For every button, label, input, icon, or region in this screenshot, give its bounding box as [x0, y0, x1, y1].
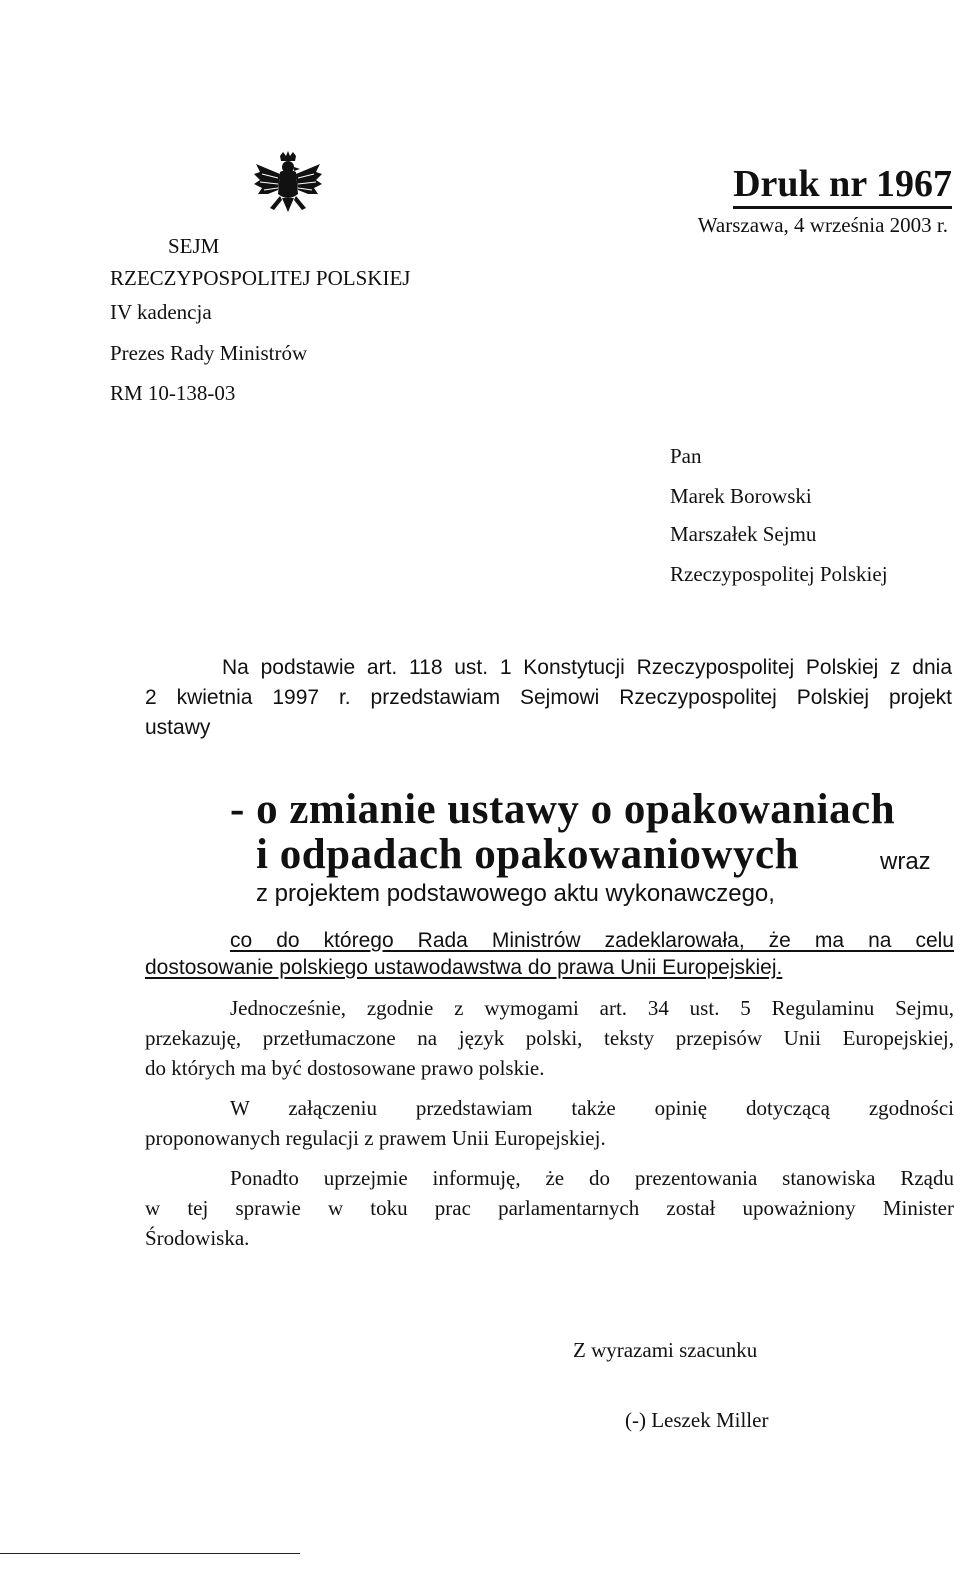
para3-line-3: Środowiska.: [145, 1226, 250, 1250]
druk-number: Druk nr 1967: [733, 163, 952, 209]
para1-line-3: do których ma być dostosowane prawo polskie.: [145, 1056, 545, 1080]
institution-line-3: IV kadencja: [110, 300, 212, 324]
intro-line-2: 2 kwietnia 1997 r. przedstawiam Sejmowi Rzeczypospolitej Polskiej projekt: [145, 686, 952, 709]
addressee-line-1: Pan: [670, 444, 702, 468]
closing-formula: Z wyrazami szacunku: [573, 1338, 758, 1362]
signature: (-) Leszek Miller: [625, 1408, 769, 1432]
bottom-divider: [0, 1553, 300, 1554]
para3-line-2: w tej sprawie w toku prac parlamentarnych został upoważniony Minister: [145, 1196, 954, 1220]
sender: Prezes Rady Ministrów: [110, 341, 308, 365]
addressee-line-2: Marek Borowski: [670, 484, 812, 508]
polish-eagle-emblem-icon: [250, 150, 326, 226]
bill-title-wraz: wraz: [880, 848, 931, 875]
para1-line-2: przekazuję, przetłumaczone na język polski, teksty przepisów Unii Europejskiej,: [145, 1026, 954, 1050]
addressee-line-3: Marszałek Sejmu: [670, 522, 817, 546]
bill-title-line-3: z projektem podstawowego aktu wykonawczego,: [256, 880, 775, 907]
place-date: Warszawa, 4 września 2003 r.: [697, 213, 948, 237]
intro-line-1: Na podstawie art. 118 ust. 1 Konstytucji Rzeczypospolitej Polskiej z dnia: [222, 656, 952, 679]
bill-title-line-1: - o zmianie ustawy o opakowaniach: [230, 786, 896, 833]
bill-title-line-2: i odpadach opakowaniowych: [256, 831, 799, 878]
reference-number: RM 10-138-03: [110, 381, 236, 405]
para2-line-1: W załączeniu przedstawiam także opinię dotyczącą zgodności: [230, 1096, 954, 1120]
institution-line-1: SEJM: [168, 234, 220, 258]
para1-line-1: Jednocześnie, zgodnie z wymogami art. 34 ust. 5 Regulaminu Sejmu,: [230, 996, 954, 1020]
para2-line-2: proponowanych regulacji z prawem Unii Europejskiej.: [145, 1126, 606, 1150]
eu-note-line-2: dostosowanie polskiego ustawodawstwa do prawa Unii Europejskiej.: [145, 956, 783, 979]
para3-line-1: Ponadto uprzejmie informuję, że do prezentowania stanowiska Rządu: [230, 1166, 954, 1190]
eu-note-line-1: co do którego Rada Ministrów zadeklarowała, że ma na celu: [230, 929, 954, 952]
institution-line-2: RZECZYPOSPOLITEJ POLSKIEJ: [110, 266, 411, 290]
intro-line-3: ustawy: [145, 716, 211, 739]
addressee-line-4: Rzeczypospolitej Polskiej: [670, 562, 888, 586]
